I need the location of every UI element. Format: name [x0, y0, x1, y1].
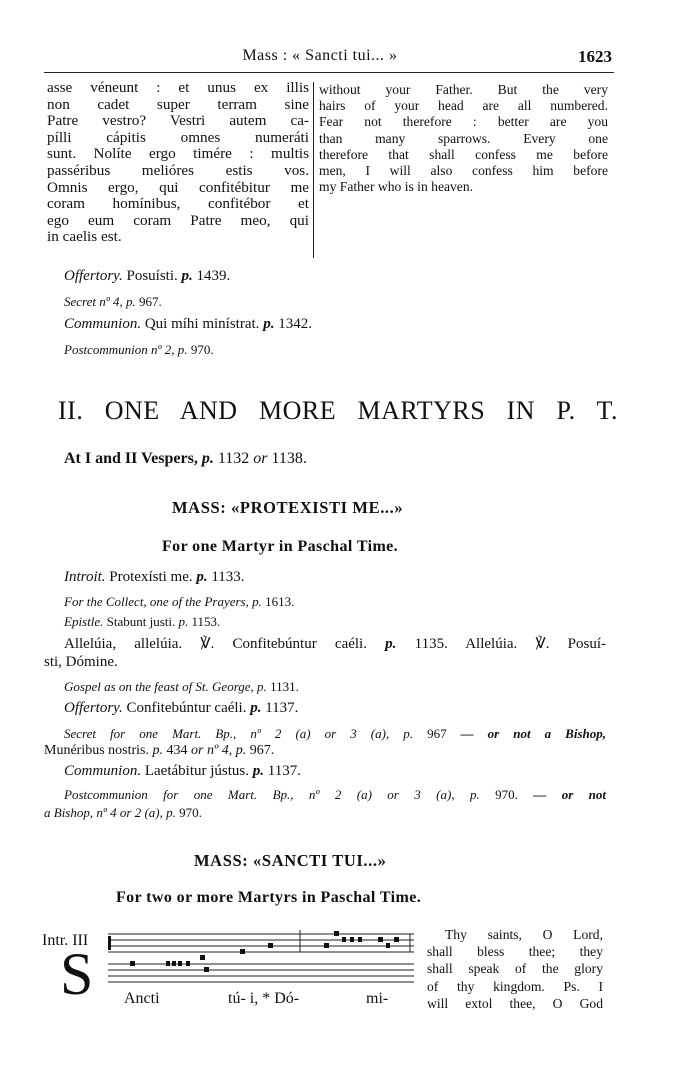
english-line: men, I will also confess him before — [319, 163, 608, 179]
translation-line: shall bless thee; they — [427, 944, 603, 960]
translation-column — [427, 926, 603, 1012]
postcommunion-continuation: a Bishop, nº 4 or 2 (a), p. 970. — [44, 805, 202, 820]
secret-line: Secret for one Mart. Bp., nº 2 (a) or 3 (a), p. 967 — or not a Bishop, — [64, 726, 607, 741]
translation-line: shall speak of the glory — [427, 961, 603, 977]
collect-line: For the Collect, one of the Prayers, p. 1613. — [64, 594, 295, 609]
mass-heading: MASS: «PROTEXISTI ME...» — [172, 498, 404, 517]
mass-heading: MASS: «SANCTI TUI...» — [194, 851, 387, 870]
chant-syllable: Ancti — [124, 990, 160, 1007]
communion-line: Communion. Qui míhi minístrat. p. 1342. — [64, 316, 312, 332]
secret-line: Secret nº 4, p. 967. — [64, 294, 162, 309]
offertory-line: Offertory. Confitebúntur caéli. p. 1137. — [64, 700, 299, 716]
alleluia-line: Allelúia, allelúia. ℣. Confitebúntur caéli. p. 1135. Allelúia. ℣. Posuí- — [64, 636, 607, 652]
postcommunion-line: Postcommunion for one Mart. Bp., nº 2 (a) or 3 (a), p. 970. — or not — [64, 787, 607, 802]
latin-line: in caelis est. — [47, 228, 122, 246]
chant-staff — [100, 926, 420, 996]
latin-line: ego eum coram Patre meo, qui — [47, 211, 309, 229]
epistle-line: Epistle. Stabunt justi. p. 1153. — [64, 614, 221, 629]
translation-line: of thy kingdom. Ps. I — [427, 978, 603, 994]
page-number: 1623 — [578, 47, 612, 66]
english-line: than many sparrows. Every one — [319, 130, 608, 146]
mass-subheading: For two or more Martyrs in Paschal Time. — [116, 889, 422, 906]
chant-mode: Intr. III — [42, 932, 89, 949]
introit-line: Introit. Protexísti me. p. 1133. — [64, 569, 245, 585]
english-line: without your Father. But the very — [319, 82, 608, 97]
english-column — [319, 82, 608, 195]
latin-line: asse véneunt : et unus ex illis — [47, 79, 309, 96]
secret-continuation: Munéribus nostris. p. 434 or nº 4, p. 967. — [44, 743, 275, 758]
latin-line: Omnis ergo, qui confitébitur me — [47, 178, 309, 196]
mass-subheading: For one Martyr in Paschal Time. — [162, 538, 399, 555]
communion-line: Communion. Laetábitur jústus. p. 1137. — [64, 763, 301, 779]
english-line: my Father who is in heaven. — [319, 179, 474, 195]
running-title: Mass : « Sancti tui... » — [242, 47, 398, 64]
latin-line: Patre vestro? Vestri autem ca- — [47, 112, 309, 130]
translation-line: Thy saints, O Lord, — [445, 927, 603, 942]
latin-column — [47, 80, 309, 246]
chant-initial: S — [60, 941, 94, 1007]
latin-line: pílli cápitis omnes numeráti — [47, 128, 309, 146]
column-divider — [313, 82, 314, 258]
latin-line: passéribus melióres estis vos. — [47, 161, 309, 179]
gospel-line: Gospel as on the feast of St. George, p. 1131. — [64, 679, 299, 694]
latin-line: sunt. Nolíte ergo timére : multis — [47, 145, 309, 163]
chant-syllable: tú- i, * Dó- — [228, 990, 300, 1007]
offertory-line: Offertory. Posuísti. p. 1439. — [64, 268, 231, 284]
translation-line: will extol thee, O God — [427, 995, 603, 1011]
english-line: Fear not therefore : better are you — [319, 114, 608, 130]
english-line: therefore that shall confess me before — [319, 146, 608, 162]
english-line: hairs of your head are all numbered. — [319, 98, 608, 114]
alleluia-continuation: sti, Dómine. — [44, 654, 118, 670]
chant-syllable: mi- — [366, 990, 389, 1007]
latin-line: coram homínibus, confitébor et — [47, 195, 309, 213]
latin-line: non cadet super terram sine — [47, 95, 309, 113]
postcommunion-line: Postcommunion nº 2, p. 970. — [64, 342, 214, 357]
section-title: II. ONE AND MORE MARTYRS IN P. T. — [58, 396, 618, 425]
vespers-line: At I and II Vespers, p. 1132 or 1138. — [64, 450, 307, 467]
header-rule — [44, 72, 614, 73]
